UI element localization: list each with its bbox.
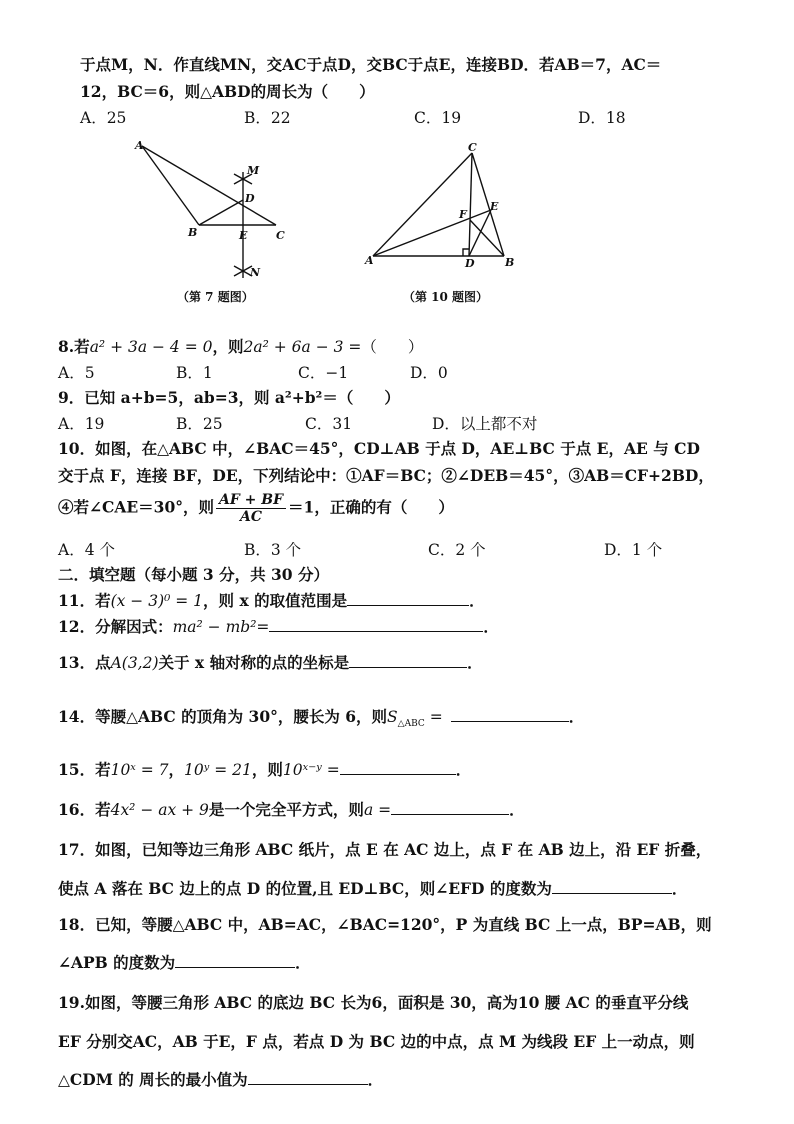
q8-line xyxy=(58,335,423,357)
q13-suffix: 关于 x 轴对称的点的坐标是 xyxy=(158,653,350,672)
q14-subscript: △ABC xyxy=(397,719,425,730)
q8-expression: 2a² + 6a − 3 = xyxy=(243,338,362,356)
section-title: 二．填空题（每小题 3 分，共 30 分） xyxy=(58,565,329,584)
figure-q7 xyxy=(130,138,305,290)
q14-answer-blank[interactable] xyxy=(451,707,569,722)
q10-line3 xyxy=(58,492,454,525)
q8-option-b: B．1 xyxy=(176,364,213,382)
q9-text: 9．已知 a+b=5，ab=3，则 a²+b²＝（ ） xyxy=(58,388,400,407)
fig7-label-n: N xyxy=(250,266,261,279)
q16-expression: 4x² − ax + 9 xyxy=(110,801,209,819)
q16-prefix: 16．若 xyxy=(58,800,111,819)
q8-option-c: C．−1 xyxy=(298,364,349,382)
q15-expression-2: 10ʸ = 21 xyxy=(184,761,252,779)
q8-mid: ，则 xyxy=(212,337,244,356)
q9-option-d: D．以上都不对 xyxy=(432,415,538,433)
q17-line1: 17．如图，已知等边三角形 ABC 纸片，点 E 在 AC 边上，点 F 在 AB 边上，沿 EF 折叠， xyxy=(58,840,712,859)
q10-fraction xyxy=(216,492,286,525)
q16-suffix: 是一个完全平方式，则 xyxy=(208,800,364,819)
q16-answer-blank[interactable] xyxy=(391,800,509,815)
q13-answer-blank[interactable] xyxy=(349,653,467,668)
q12-prefix: 12．分解因式： xyxy=(58,617,173,636)
q10-option-a: A．4 个 xyxy=(58,541,115,559)
fig7-label-a: A xyxy=(135,139,144,152)
fig10-label-f: F xyxy=(459,208,467,221)
q13-line xyxy=(58,651,483,673)
q8-answer-paren: （ ） xyxy=(361,338,424,356)
q7-line2: 12，BC＝6，则△ABD的周长为（ ） xyxy=(80,82,375,101)
q14-end: ． xyxy=(568,707,585,726)
q13-end: ． xyxy=(467,653,483,672)
q19-answer-blank[interactable] xyxy=(248,1070,368,1085)
q16-end: ． xyxy=(509,800,525,819)
fig7-caption: （第 7 题图） xyxy=(177,290,254,304)
q17-answer-blank[interactable] xyxy=(552,879,672,894)
q13-prefix: 13．点 xyxy=(58,653,111,672)
fig7-label-d: D xyxy=(245,192,255,205)
q19-line3-text: △CDM 的 周长的最小值为 xyxy=(58,1070,248,1089)
q19-line3 xyxy=(58,1068,383,1090)
q15-expression-3: 10ˣ⁻ʸ = xyxy=(282,761,340,779)
q15-line xyxy=(58,758,471,780)
q10-line1: 10．如图，在△ABC 中，∠BAC＝45°，CD⊥AB 于点 D，AE⊥BC 于点 E，AE 与 CD xyxy=(58,439,700,458)
q11-expression: (x − 3)⁰ = 1 xyxy=(110,592,204,610)
q15-end: ． xyxy=(455,760,472,779)
q17-line2-text: 使点 A 落在 BC 边上的点 D 的位置,且 ED⊥BC，则∠EFD 的度数为 xyxy=(58,879,552,898)
q10-line3-suffix: ＝1，正确的有（ ） xyxy=(288,497,454,517)
q8-equation: a² + 3a − 4 = 0 xyxy=(89,338,213,356)
q10-fraction-denominator: AC xyxy=(240,509,263,525)
q18-answer-blank[interactable] xyxy=(175,953,295,968)
q10-line3-prefix: ④若∠CAE＝30°，则 xyxy=(58,497,214,517)
fig10-caption: （第 10 题图） xyxy=(403,290,489,304)
q15-answer-blank[interactable] xyxy=(340,760,456,775)
q7-option-d: D．18 xyxy=(578,109,626,127)
q14-prefix: 14．等腰△ABC 的顶角为 30°，腰长为 6，则 xyxy=(58,707,388,726)
q15-mid: ， xyxy=(168,760,185,779)
q8-option-d: D．0 xyxy=(410,364,448,382)
q12-answer-blank[interactable] xyxy=(269,617,483,632)
fig7-label-m: M xyxy=(247,164,260,177)
q13-expression: A(3,2) xyxy=(110,654,159,672)
q12-expression: ma² − mb²= xyxy=(172,618,270,636)
q17-end: ． xyxy=(671,879,688,898)
q12-end: ． xyxy=(483,617,499,636)
q11-prefix: 11．若 xyxy=(58,591,111,610)
fig7-label-b: B xyxy=(188,226,198,239)
q10-fraction-numerator: AF + BF xyxy=(216,492,286,509)
q10-option-b: B．3 个 xyxy=(244,541,302,559)
q16-expression-2: a = xyxy=(363,801,392,819)
fig10-label-e: E xyxy=(490,200,499,213)
fig10-label-c: C xyxy=(468,141,477,154)
q7-option-c: C．19 xyxy=(414,109,462,127)
q8-prefix: 8.若 xyxy=(58,337,90,356)
q14-line xyxy=(58,705,584,729)
q10-option-c: C．2 个 xyxy=(428,541,486,559)
q7-option-b: B．22 xyxy=(244,109,291,127)
q15-suffix: ，则 xyxy=(251,760,283,779)
q18-line2-text: ∠APB 的度数为 xyxy=(58,953,176,972)
fig10-label-a: A xyxy=(365,254,374,267)
q9-option-c: C．31 xyxy=(305,415,353,433)
q15-expression-1: 10ˣ = 7 xyxy=(110,761,169,779)
q12-line xyxy=(58,615,499,637)
q10-line2: 交于点 F，连接 BF，DE，下列结论中：①AF＝BC；②∠DEB＝45°，③AB＝CF+2BD， xyxy=(58,466,714,485)
fig10-label-b: B xyxy=(505,256,515,269)
q11-end: ． xyxy=(469,591,485,610)
q11-line xyxy=(58,589,485,611)
q16-line xyxy=(58,798,525,820)
q9-option-b: B．25 xyxy=(176,415,223,433)
figure-q10 xyxy=(362,140,522,270)
q8-option-a: A．5 xyxy=(58,364,95,382)
q19-end: ． xyxy=(367,1070,384,1089)
q11-answer-blank[interactable] xyxy=(347,591,469,606)
q7-option-a: A．25 xyxy=(80,109,127,127)
q7-line1: 于点M，N．作直线MN，交AC于点D，交BC于点E，连接BD．若AB＝7，AC＝ xyxy=(80,55,662,74)
fig10-label-d: D xyxy=(465,257,475,270)
q19-line1: 19.如图，等腰三角形 ABC 的底边 BC 长为6，面积是 30，高为10 腰 AC 的垂直平分线 xyxy=(58,993,689,1012)
fig7-label-e: E xyxy=(239,229,248,242)
q14-expression: S xyxy=(387,708,398,726)
q14-equals: = xyxy=(424,708,443,726)
q15-prefix: 15．若 xyxy=(58,760,111,779)
fig7-label-c: C xyxy=(276,229,285,242)
q10-option-d: D．1 个 xyxy=(604,541,663,559)
q9-option-a: A．19 xyxy=(58,415,105,433)
q17-line2 xyxy=(58,877,687,899)
q11-suffix: ，则 x 的取值范围是 xyxy=(203,591,348,610)
q18-line1: 18．已知，等腰△ABC 中，AB=AC，∠BAC=120°，P 为直线 BC 上一点，BP=AB，则 xyxy=(58,915,712,934)
q19-line2: EF 分别交AC，AB 于E，F 点，若点 D 为 BC 边的中点，点 M 为线段 EF 上一动点，则 xyxy=(58,1032,695,1051)
q18-line2 xyxy=(58,951,311,973)
q18-end: ． xyxy=(295,953,311,972)
